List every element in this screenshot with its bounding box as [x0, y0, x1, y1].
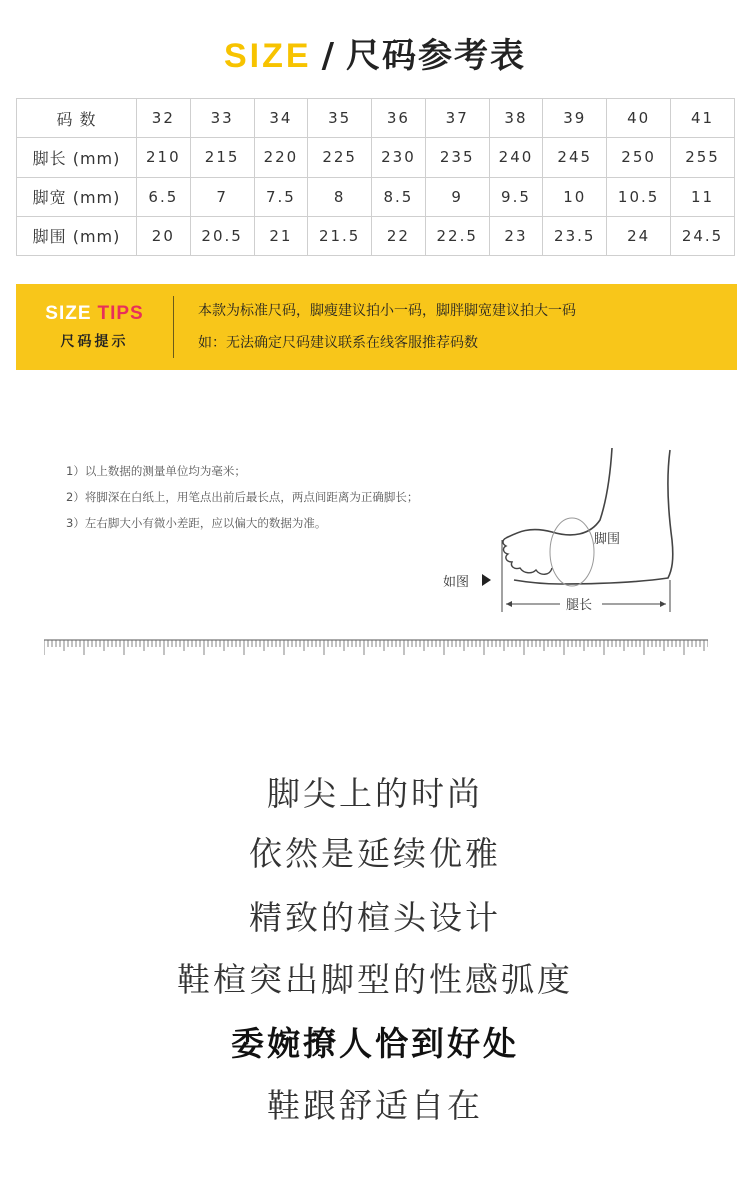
table-cell: 21.5	[308, 216, 372, 255]
table-cell: 20	[137, 216, 191, 255]
table-cell: 10.5	[607, 177, 671, 216]
title-cn: 尺码参考表	[346, 36, 526, 76]
foot-outline	[506, 448, 673, 584]
tips-title-tips: TIPS	[97, 303, 144, 324]
row-header: 脚长 (mm)	[17, 138, 137, 177]
table-cell: 9.5	[489, 177, 543, 216]
foot-toes	[503, 538, 552, 574]
as-shown-label: 如图	[443, 575, 470, 590]
tips-title-cn: 尺码提示	[60, 334, 129, 350]
tips-title	[16, 303, 173, 325]
tips-line-2: 如：无法确定尺码建议联系在线客服推荐码数	[198, 335, 478, 351]
table-row	[17, 177, 735, 216]
table-cell: 7.5	[254, 177, 308, 216]
slogan-line: 鞋跟舒适自在	[267, 1086, 483, 1125]
table-row	[17, 216, 735, 255]
table-cell: 22.5	[425, 216, 489, 255]
table-row	[17, 99, 735, 138]
table-row	[17, 138, 735, 177]
table-cell: 245	[543, 138, 607, 177]
slogan-line: 依然是延续优雅	[249, 834, 501, 873]
tips-title-size: SIZE	[45, 303, 92, 324]
measurement-notes	[66, 458, 418, 536]
table-cell: 225	[308, 138, 372, 177]
table-cell: 8.5	[372, 177, 426, 216]
size-chart-table	[16, 98, 735, 256]
table-cell: 39	[543, 99, 607, 138]
table-cell: 250	[607, 138, 671, 177]
table-cell: 9	[425, 177, 489, 216]
table-cell: 240	[489, 138, 543, 177]
tips-label-block	[16, 296, 174, 358]
table-cell: 35	[308, 99, 372, 138]
page-title	[0, 28, 750, 77]
arrow-right-icon	[660, 601, 666, 607]
foot-measure-diagram	[440, 440, 700, 620]
slogan-line: 精致的楦头设计	[249, 898, 501, 937]
table-cell: 210	[137, 138, 191, 177]
note-item: 1）以上数据的测量单位均为毫米；	[66, 464, 246, 478]
table-cell: 36	[372, 99, 426, 138]
table-cell: 32	[137, 99, 191, 138]
table-cell: 41	[671, 99, 735, 138]
table-cell: 23	[489, 216, 543, 255]
slogan-line: 委婉撩人恰到好处	[231, 1024, 519, 1063]
ruler	[44, 636, 708, 656]
table-cell: 235	[425, 138, 489, 177]
row-header: 码 数	[17, 99, 137, 138]
row-header: 脚围 (mm)	[17, 216, 137, 255]
size-tips-banner	[16, 284, 737, 370]
table-cell: 7	[190, 177, 254, 216]
table-cell: 10	[543, 177, 607, 216]
table-cell: 38	[489, 99, 543, 138]
title-separator: /	[321, 36, 336, 76]
play-arrow-icon	[482, 574, 491, 586]
slogan-line: 脚尖上的时尚	[267, 774, 483, 813]
girth-label: 脚围	[594, 532, 621, 547]
ruler-ticks	[44, 640, 708, 655]
table-cell: 230	[372, 138, 426, 177]
tips-text	[174, 295, 576, 359]
table-cell: 34	[254, 99, 308, 138]
table-cell: 20.5	[190, 216, 254, 255]
tips-line-1: 本款为标准尺码，脚瘦建议拍小一码，脚胖脚宽建议拍大一码	[198, 303, 576, 319]
note-item: 3）左右脚大小有微小差距，应以偏大的数据为准。	[66, 516, 327, 530]
table-cell: 255	[671, 138, 735, 177]
table-cell: 21	[254, 216, 308, 255]
table-cell: 37	[425, 99, 489, 138]
table-cell: 8	[308, 177, 372, 216]
table-cell: 6.5	[137, 177, 191, 216]
slogan-line: 鞋楦突出脚型的性感弧度	[177, 960, 573, 999]
note-item: 2）将脚深在白纸上，用笔点出前后最长点，两点间距离为正确脚长；	[66, 490, 419, 504]
table-cell: 22	[372, 216, 426, 255]
length-label: 腿长	[566, 598, 593, 613]
table-cell: 215	[190, 138, 254, 177]
table-cell: 23.5	[543, 216, 607, 255]
table-cell: 24	[607, 216, 671, 255]
table-cell: 220	[254, 138, 308, 177]
arrow-left-icon	[506, 601, 512, 607]
row-header: 脚宽 (mm)	[17, 177, 137, 216]
table-cell: 40	[607, 99, 671, 138]
table-cell: 11	[671, 177, 735, 216]
table-cell: 24.5	[671, 216, 735, 255]
table-cell: 33	[190, 99, 254, 138]
girth-ellipse	[550, 518, 594, 586]
title-en: SIZE	[224, 37, 312, 75]
